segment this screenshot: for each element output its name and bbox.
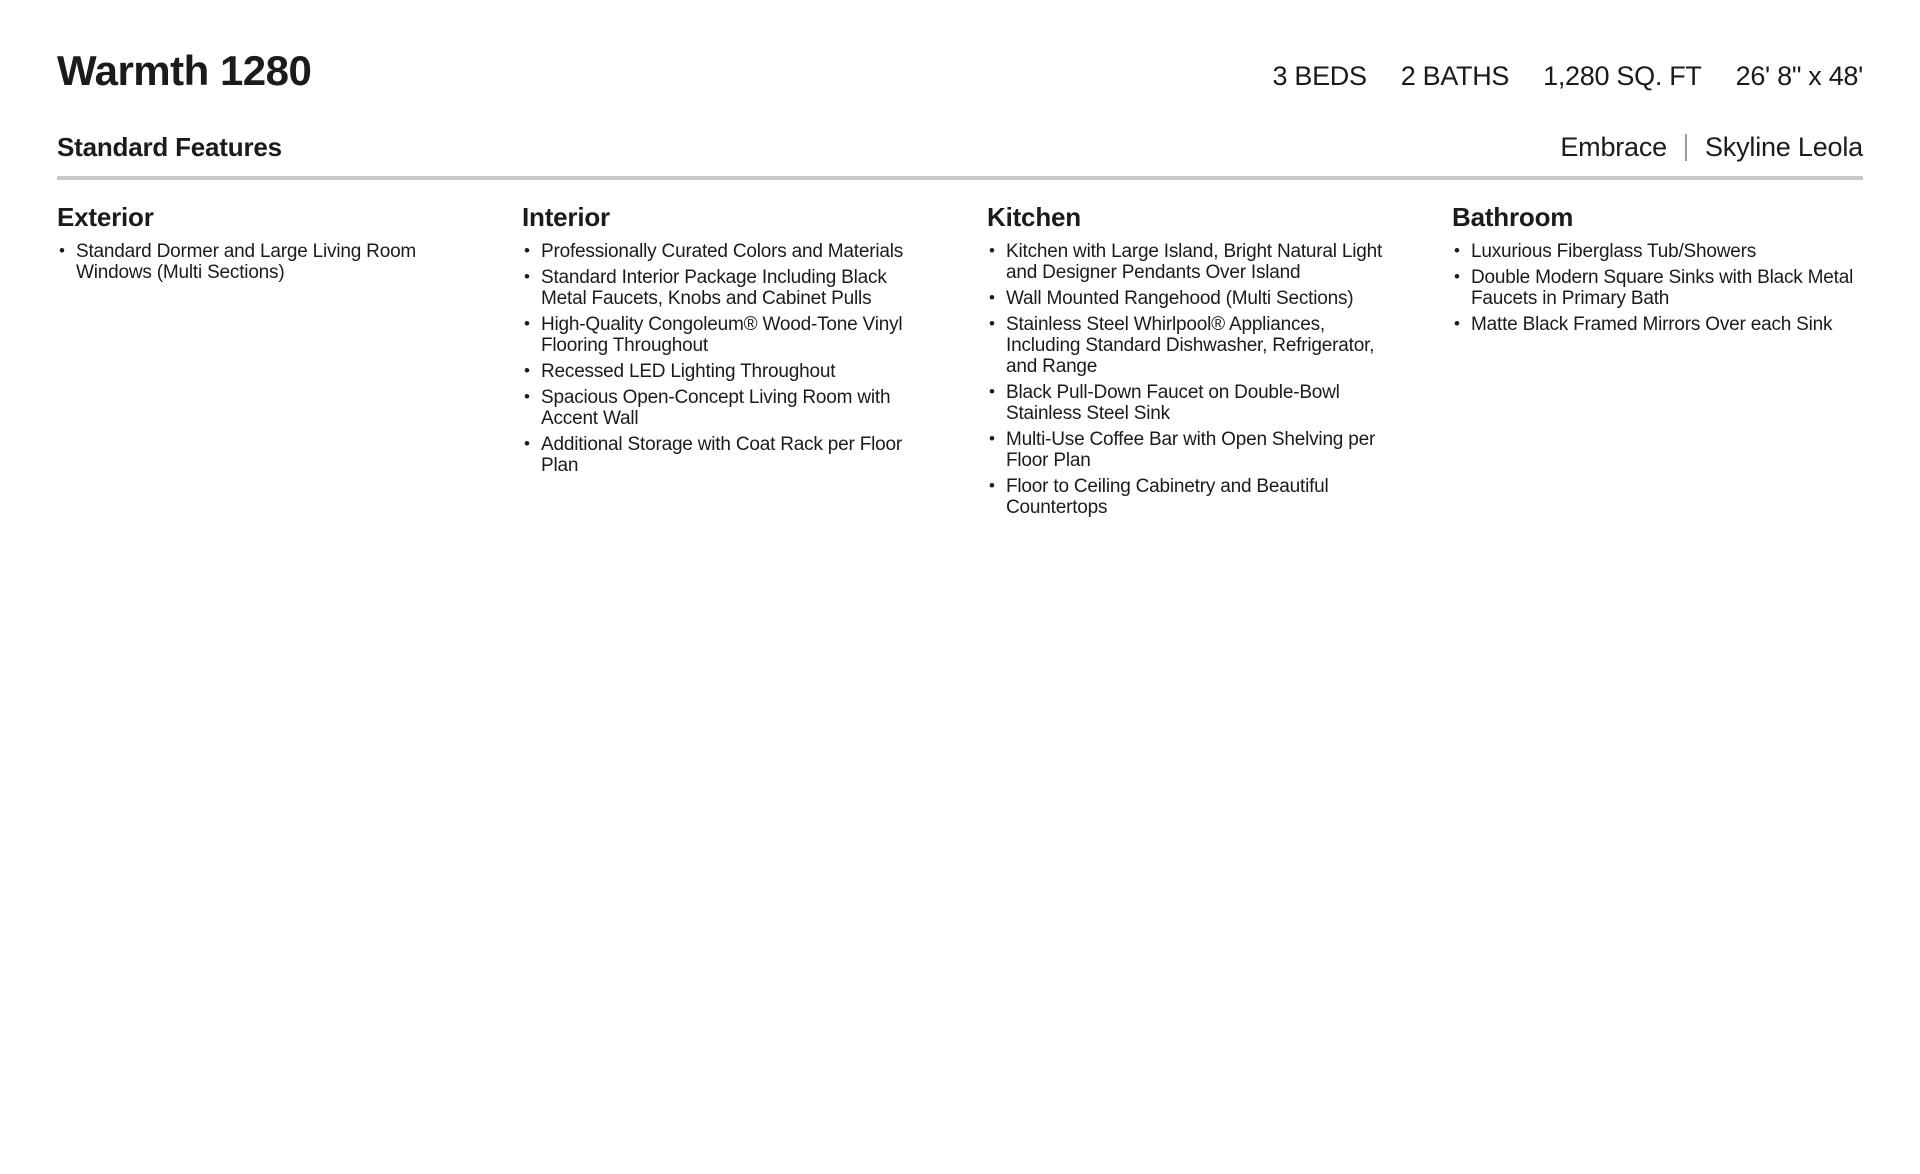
- spec-sheet-page: [0, 0, 1920, 523]
- brand-line: [1560, 132, 1863, 163]
- feature-item: • Professionally Curated Colors and Materials: [522, 241, 933, 262]
- column-exterior: [57, 202, 468, 523]
- feature-list: [57, 241, 468, 283]
- spec-dimensions: 26' 8" x 48': [1735, 61, 1863, 91]
- feature-item: • Spacious Open-Concept Living Room with Accent Wall: [522, 387, 933, 429]
- brand-manufacturer: Skyline Leola: [1704, 132, 1863, 163]
- column-kitchen: [987, 202, 1398, 523]
- feature-item: • Double Modern Square Sinks with Black Metal Faucets in Primary Bath: [1452, 267, 1863, 309]
- section-title: Bathroom: [1452, 201, 1574, 232]
- column-bathroom: [1452, 202, 1863, 523]
- section-title: Kitchen: [987, 201, 1081, 232]
- brand-separator-divider: [1685, 134, 1687, 161]
- spec-baths: 2 BATHS: [1400, 61, 1510, 91]
- section-title: Exterior: [57, 201, 154, 232]
- feature-item: • Matte Black Framed Mirrors Over each Sink: [1452, 314, 1863, 335]
- feature-item: • Multi-Use Coffee Bar with Open Shelving per Floor Plan: [987, 429, 1398, 471]
- brand-series: Embrace: [1560, 132, 1667, 163]
- spec-beds: 3 BEDS: [1272, 61, 1367, 91]
- feature-item: • Recessed LED Lighting Throughout: [522, 361, 933, 382]
- feature-item: • Standard Interior Package Including Black Metal Faucets, Knobs and Cabinet Pulls: [522, 267, 933, 309]
- feature-item: • Standard Dormer and Large Living Room Windows (Multi Sections): [57, 241, 468, 283]
- feature-list: [987, 241, 1398, 518]
- spec-sqft: 1,280 SQ. FT: [1543, 61, 1702, 91]
- feature-list: [522, 241, 933, 476]
- feature-item: • Luxurious Fiberglass Tub/Showers: [1452, 241, 1863, 262]
- subtitle-row: [57, 132, 1863, 163]
- section-title: Interior: [522, 201, 610, 232]
- feature-item: • Additional Storage with Coat Rack per Floor Plan: [522, 434, 933, 476]
- horizontal-rule: [57, 176, 1863, 180]
- feature-item: • Black Pull-Down Faucet on Double-Bowl Stainless Steel Sink: [987, 382, 1398, 424]
- feature-item: • Floor to Ceiling Cabinetry and Beautiful Countertops: [987, 476, 1398, 518]
- feature-item: • Stainless Steel Whirlpool® Appliances, Including Standard Dishwasher, Refrigerator, and Range: [987, 314, 1398, 377]
- feature-item: • Wall Mounted Rangehood (Multi Sections): [987, 288, 1398, 309]
- home-specs: [1272, 61, 1863, 92]
- section-heading-standard-features: Standard Features: [57, 132, 282, 163]
- page-title: Warmth 1280: [57, 47, 312, 94]
- feature-item: • Kitchen with Large Island, Bright Natural Light and Designer Pendants Over Island: [987, 241, 1398, 283]
- header: [57, 46, 1863, 96]
- column-interior: [522, 202, 933, 523]
- feature-columns: [57, 202, 1863, 523]
- feature-list: [1452, 241, 1863, 335]
- feature-item: • High-Quality Congoleum® Wood-Tone Vinyl Flooring Throughout: [522, 314, 933, 356]
